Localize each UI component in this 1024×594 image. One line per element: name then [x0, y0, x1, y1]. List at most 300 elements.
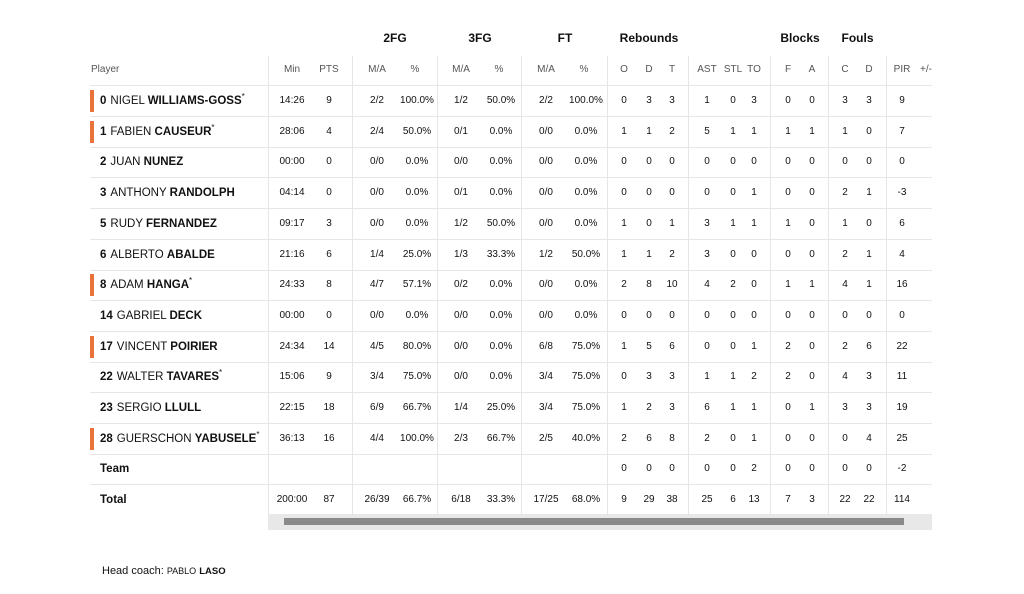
stat-cell-bf: 2 [785, 340, 791, 352]
stat-cell-fg2: 0/0 [370, 187, 384, 199]
stat-cell-pir: -3 [897, 187, 907, 199]
stat-cell-pir: 22 [896, 340, 908, 352]
stat-cell-to: 1 [751, 340, 757, 352]
stat-cell-ft: 2/2 [539, 95, 553, 106]
stat-cell-bf: 7 [785, 494, 791, 506]
stat-cell-ftp: 50.0% [571, 248, 601, 260]
starter-indicator [90, 274, 94, 296]
stat-cell-ba: 3 [809, 494, 815, 506]
stat-cell-fg3p: 50.0% [486, 217, 516, 229]
stat-cell-to: 0 [751, 309, 757, 321]
player-last-name: TAVARES [166, 371, 220, 384]
stat-cell-fg2p: 0.0% [405, 156, 429, 168]
stat-cell-fg3p: 50.0% [486, 95, 516, 106]
stat-cell-ast: 0 [704, 463, 710, 475]
table-row-total [90, 485, 932, 515]
table-row[interactable] [90, 209, 932, 240]
stat-cell-fg2p: 0.0% [405, 187, 429, 199]
head-coach-label: Head coach: [102, 565, 167, 577]
stat-cell-fg2p: 100.0% [400, 95, 434, 106]
stat-cell-d: 0 [646, 463, 652, 475]
stat-cell-to: 1 [751, 187, 757, 199]
stat-cell-ft: 0/0 [539, 217, 553, 229]
stat-cell-bf: 0 [785, 95, 791, 106]
stat-cell-fg2: 1/4 [370, 248, 384, 260]
stat-cell-fg2: 0/0 [370, 309, 384, 321]
stat-cell-fd: 1 [866, 187, 872, 199]
stat-cell-pts: 3 [326, 217, 332, 229]
stat-cell-pir: 0 [899, 309, 905, 321]
stat-cell-fc: 0 [842, 309, 848, 321]
stat-cell-min: 00:00 [279, 156, 305, 168]
stat-cell-fd: 22 [863, 494, 875, 506]
stat-cell-fc: 1 [842, 125, 848, 137]
stat-cell-fg3p [482, 454, 520, 484]
table-row[interactable] [90, 362, 932, 393]
stat-cell-pir: 19 [896, 402, 908, 413]
stat-cell-fg3p: 0.0% [489, 309, 513, 321]
stat-cell-fg3p: 66.7% [486, 432, 516, 444]
stat-cell-t: 3 [669, 402, 675, 413]
stat-cell-ft: 0/0 [539, 309, 553, 321]
stat-cell-min: 09:17 [279, 217, 305, 229]
stat-cell-fd: 0 [866, 309, 872, 321]
stat-cell-fg2: 4/7 [370, 279, 384, 291]
stat-cell-fg3: 1/3 [454, 248, 468, 260]
stat-cell-pts: 0 [326, 309, 332, 321]
stat-cell-fg3p: 33.3% [486, 494, 516, 506]
stat-cell-ftp: 100.0% [569, 95, 603, 106]
stat-cell-stl: 0 [730, 309, 736, 321]
player-name[interactable] [100, 240, 215, 270]
stat-cell-pir: 7 [899, 125, 905, 137]
table-row[interactable] [90, 86, 932, 117]
column-header-fouls-drawn: D [865, 64, 873, 75]
player-name[interactable] [100, 332, 218, 362]
player-number: 6 [100, 248, 107, 261]
group-header-blocks: Blocks [780, 31, 820, 45]
player-number: 8 [100, 279, 107, 292]
stat-cell-ftp [567, 454, 605, 484]
stat-cell-pir: 11 [896, 371, 908, 383]
stat-cell-ast: 3 [704, 217, 710, 229]
stat-cell-t: 0 [669, 463, 675, 475]
player-last-name: HANGA [146, 279, 190, 292]
column-header-tot-reb: T [668, 64, 676, 75]
stat-cell-min: 22:15 [279, 402, 305, 413]
stat-cell-t: 2 [669, 125, 675, 137]
stat-cell-fd: 3 [866, 402, 872, 413]
stat-cell-ft: 0/0 [539, 125, 553, 137]
stat-cell-min: 28:06 [279, 125, 305, 137]
stat-cell-stl: 0 [730, 463, 736, 475]
stat-cell-pir: 6 [899, 217, 905, 229]
stat-cell-fc: 3 [842, 95, 848, 106]
stat-cell-stl: 0 [730, 187, 736, 199]
stat-cell-pir: -2 [897, 463, 907, 475]
table-row[interactable] [90, 301, 932, 332]
stat-cell-fc: 2 [842, 340, 848, 352]
column-header-ft-pct: % [579, 64, 589, 75]
stat-cell-fg2: 2/2 [370, 95, 384, 106]
stat-cell-fg2p: 75.0% [402, 371, 432, 383]
stat-cell-ast: 2 [704, 432, 710, 444]
player-first-name: ANTHONY [110, 187, 167, 200]
player-first-name: SERGIO [116, 402, 162, 414]
column-header-off-reb: O [620, 64, 628, 75]
column-header-fouls-committed: C [841, 64, 849, 75]
stat-cell-ft: 3/4 [539, 402, 553, 413]
stat-cell-fd: 0 [866, 463, 872, 475]
stat-cell-fg3: 0/2 [454, 279, 468, 291]
starter-mark: * [189, 276, 193, 286]
stat-cell-d: 1 [646, 125, 652, 137]
stat-cell-fd: 6 [866, 340, 872, 352]
stat-cell-o: 2 [621, 279, 627, 291]
stat-cell-min: 200:00 [276, 494, 308, 506]
player-name[interactable] [100, 393, 201, 423]
column-header-ast: AST [697, 64, 717, 75]
stat-cell-to: 2 [751, 371, 757, 383]
player-number: 14 [100, 309, 113, 322]
stat-cell-fg3p: 25.0% [486, 402, 516, 413]
stat-cell-ftp: 0.0% [574, 187, 598, 199]
stat-cell-fg3: 6/18 [451, 494, 471, 506]
player-last-name: ABALDE [166, 248, 215, 261]
stat-cell-ba: 0 [809, 309, 815, 321]
stat-cell-o: 0 [621, 371, 627, 383]
group-header-rebounds: Rebounds [619, 31, 679, 45]
stat-cell-ba: 0 [809, 156, 815, 168]
column-header-ft-ma: M/A [537, 64, 555, 75]
column-header-player: Player [91, 64, 120, 75]
stat-cell-o: 9 [621, 494, 627, 506]
stat-cell-fg2p [398, 454, 436, 484]
stat-cell-pir: 4 [899, 248, 905, 260]
stat-cell-d: 2 [646, 402, 652, 413]
table-row[interactable] [90, 117, 932, 148]
player-last-name: RANDOLPH [169, 187, 235, 200]
stat-cell-ba: 1 [809, 279, 815, 291]
stat-cell-ba: 0 [809, 432, 815, 444]
player-first-name: NIGEL [110, 95, 145, 107]
stat-cell-t: 6 [669, 340, 675, 352]
player-first-name: JUAN [110, 156, 141, 169]
stat-cell-ft [529, 454, 563, 484]
player-last-name: DECK [169, 309, 203, 322]
stat-cell-fg3p: 0.0% [489, 340, 513, 352]
stat-cell-stl: 0 [730, 95, 736, 106]
stat-cell-ast: 4 [704, 279, 710, 291]
player-number: 28 [100, 432, 113, 445]
player-first-name: WALTER [116, 371, 164, 384]
stat-cell-stl: 0 [730, 432, 736, 444]
stat-cell-bf: 2 [785, 371, 791, 383]
stat-cell-stl: 0 [730, 156, 736, 168]
stat-cell-fg2: 3/4 [370, 371, 384, 383]
player-name[interactable] [100, 270, 192, 300]
stat-cell-to: 1 [751, 217, 757, 229]
stat-cell-bf: 0 [785, 463, 791, 475]
starter-mark: * [256, 429, 260, 439]
stat-cell-t: 38 [666, 494, 678, 506]
stat-cell-ast: 0 [704, 309, 710, 321]
stat-cell-fd: 0 [866, 125, 872, 137]
stat-cell-ast: 1 [704, 95, 710, 106]
stat-cell-fg2: 2/4 [370, 125, 384, 137]
stat-cell-fc: 4 [842, 371, 848, 383]
player-last-name: POIRIER [170, 340, 218, 353]
stat-cell-to: 1 [751, 402, 757, 413]
stat-cell-ftp: 0.0% [574, 217, 598, 229]
stat-cell-to: 1 [751, 432, 757, 444]
column-header-blocks-against: A [808, 64, 816, 75]
starter-mark: * [211, 122, 215, 132]
stat-cell-pts: 14 [323, 340, 335, 352]
table-row[interactable] [90, 178, 932, 209]
player-name[interactable] [100, 147, 183, 177]
stat-cell-to: 0 [751, 279, 757, 291]
column-header-pts: PTS [319, 64, 339, 75]
stat-cell-fg2p: 0.0% [405, 309, 429, 321]
starter-mark: * [241, 92, 245, 101]
stat-cell-ft: 0/0 [539, 187, 553, 199]
stat-cell-min: 36:13 [279, 432, 305, 444]
stat-cell-ast: 6 [704, 402, 710, 413]
stat-cell-min: 14:26 [279, 95, 305, 106]
stat-cell-fc: 2 [842, 248, 848, 260]
stat-cell-to: 0 [751, 248, 757, 260]
stat-cell-min: 21:16 [279, 248, 305, 260]
stat-cell-t: 8 [669, 432, 675, 444]
stat-cell-ft: 17/25 [533, 494, 559, 506]
stat-cell-ft: 6/8 [539, 340, 553, 352]
table-row[interactable] [90, 424, 932, 455]
stat-cell-pir: 16 [896, 279, 908, 291]
stat-cell-fg2p: 57.1% [402, 279, 432, 291]
player-name[interactable] [100, 117, 215, 147]
stat-cell-fg2p: 66.7% [402, 494, 432, 506]
player-last-name: YABUSELE [194, 432, 257, 445]
table-row[interactable] [90, 393, 932, 424]
stat-cell-fg2: 0/0 [370, 156, 384, 168]
stat-cell-fd: 1 [866, 248, 872, 260]
player-number: 3 [100, 187, 107, 200]
stat-cell-o: 0 [621, 156, 627, 168]
stat-cell-ftp: 75.0% [571, 402, 601, 413]
player-first-name: ALBERTO [110, 248, 164, 261]
stat-cell-o: 1 [621, 340, 627, 352]
stat-cell-fg2: 26/39 [364, 494, 390, 506]
total-label: Total [100, 494, 127, 507]
group-header-fouls: Fouls [841, 31, 874, 45]
stat-cell-fc: 2 [842, 187, 848, 199]
stat-cell-t: 0 [669, 309, 675, 321]
column-header-plus-minus: +/- [920, 64, 932, 75]
player-name[interactable] [100, 362, 222, 392]
stat-cell-fg3: 1/2 [454, 217, 468, 229]
table-row[interactable] [90, 332, 932, 363]
player-last-name: NUNEZ [143, 156, 184, 169]
player-name[interactable] [100, 424, 259, 454]
stat-cell-d: 6 [646, 432, 652, 444]
stat-cell-ft: 3/4 [539, 371, 553, 383]
stat-cell-d: 5 [646, 340, 652, 352]
player-number: 0 [100, 95, 107, 107]
stat-cell-t: 1 [669, 217, 675, 229]
stat-cell-fd: 3 [866, 371, 872, 383]
stat-cell-d: 8 [646, 279, 652, 291]
stat-cell-pts: 0 [326, 187, 332, 199]
stat-cell-fg3: 1/2 [454, 95, 468, 106]
stat-cell-o: 0 [621, 463, 627, 475]
player-name[interactable] [100, 86, 245, 116]
stat-cell-fc: 22 [839, 494, 851, 506]
stat-cell-fg3 [444, 454, 478, 484]
stat-cell-fg3p: 33.3% [486, 248, 516, 260]
stat-cell-ast: 0 [704, 340, 710, 352]
stat-cell-fg2 [360, 454, 394, 484]
stat-cell-fg3: 0/0 [454, 156, 468, 168]
stat-cell-stl: 0 [730, 248, 736, 260]
stat-cell-d: 3 [646, 95, 652, 106]
stat-cell-bf: 0 [785, 187, 791, 199]
table-row[interactable] [90, 147, 932, 178]
stat-cell-fg2p: 25.0% [402, 248, 432, 260]
starter-indicator [90, 336, 94, 358]
stat-cell-ftp: 0.0% [574, 156, 598, 168]
player-first-name: VINCENT [116, 340, 168, 353]
horizontal-scrollbar-thumb[interactable] [284, 518, 904, 525]
stat-cell-ast: 1 [704, 371, 710, 383]
stat-cell-ast: 0 [704, 156, 710, 168]
group-header-3fg: 3FG [468, 31, 492, 45]
player-name[interactable] [100, 301, 202, 331]
column-header-stl: STL [723, 64, 743, 75]
head-coach-last-name: LASO [199, 566, 226, 577]
stat-cell-t: 3 [669, 95, 675, 106]
player-name[interactable] [100, 209, 217, 239]
stat-cell-ast: 5 [704, 125, 710, 137]
stat-cell-o: 0 [621, 95, 627, 106]
stat-cell-fg3: 0/0 [454, 340, 468, 352]
group-header-2fg: 2FG [383, 31, 407, 45]
stat-cell-fd: 3 [866, 95, 872, 106]
stat-cell-fg3p: 0.0% [489, 125, 513, 137]
stat-cell-fc: 0 [842, 432, 848, 444]
stat-cell-stl: 2 [730, 279, 736, 291]
table-row[interactable] [90, 270, 932, 301]
head-coach-first-name: PABLO [166, 566, 197, 576]
stat-cell-min: 04:14 [279, 187, 305, 199]
stat-cell-stl: 1 [730, 217, 736, 229]
stat-cell-min: 24:34 [279, 340, 305, 352]
stat-cell-ftp: 40.0% [571, 432, 601, 444]
stat-cell-o: 0 [621, 187, 627, 199]
stat-cell-ba: 0 [809, 187, 815, 199]
stat-cell-fg2: 4/4 [370, 432, 384, 444]
stat-cell-d: 0 [646, 156, 652, 168]
stat-cell-ftp: 0.0% [574, 279, 598, 291]
stat-cell-t: 0 [669, 156, 675, 168]
stat-cell-fg3p: 0.0% [489, 371, 513, 383]
stat-cell-fg2p: 66.7% [402, 402, 432, 413]
stat-cell-to: 1 [751, 125, 757, 137]
stat-cell-d: 0 [646, 217, 652, 229]
stat-cell-ba: 1 [809, 402, 815, 413]
stat-cell-stl: 1 [730, 125, 736, 137]
stat-cell-stl: 1 [730, 371, 736, 383]
player-name[interactable] [100, 178, 235, 208]
head-coach [102, 565, 226, 577]
column-header-3fg-ma: M/A [452, 64, 470, 75]
stat-cell-o: 0 [621, 309, 627, 321]
starter-indicator [90, 90, 94, 112]
stat-cell-fg3p: 0.0% [489, 187, 513, 199]
column-header-2fg-pct: % [410, 64, 420, 75]
column-header-pir: PIR [893, 64, 911, 75]
stat-cell-ft: 2/5 [539, 432, 553, 444]
column-header-3fg-pct: % [494, 64, 504, 75]
stat-cell-bf: 0 [785, 248, 791, 260]
column-header-min: Min [283, 64, 301, 75]
stat-cell-fc: 4 [842, 279, 848, 291]
stat-cell-min: 24:33 [279, 279, 305, 291]
stat-cell-pts: 9 [326, 95, 332, 106]
stat-cell-d: 0 [646, 187, 652, 199]
stat-cell-bf: 0 [785, 309, 791, 321]
player-number: 23 [100, 402, 113, 414]
stat-cell-stl: 6 [730, 494, 736, 506]
stat-cell-d: 0 [646, 309, 652, 321]
stat-cell-ba: 0 [809, 371, 815, 383]
horizontal-scrollbar-track[interactable] [268, 514, 932, 530]
player-last-name: LLULL [164, 402, 202, 414]
stat-cell-pir: 9 [899, 95, 905, 106]
stat-cell-pts: 87 [323, 494, 335, 506]
stat-cell-bf: 0 [785, 402, 791, 413]
stat-cell-ba: 0 [809, 248, 815, 260]
stat-cell-fg3: 0/1 [454, 187, 468, 199]
stat-cell-ba: 1 [809, 125, 815, 137]
stat-cell-fg3: 0/0 [454, 309, 468, 321]
stat-cell-fg2p: 80.0% [402, 340, 432, 352]
stat-cell-fg2p: 50.0% [402, 125, 432, 137]
stat-cell-fg3p: 0.0% [489, 156, 513, 168]
stat-cell-pir: 0 [899, 156, 905, 168]
player-first-name: GUERSCHON [116, 432, 192, 445]
stat-cell-to: 3 [751, 95, 757, 106]
starter-indicator [90, 428, 94, 450]
table-row[interactable] [90, 240, 932, 271]
stat-cell-pts: 16 [323, 432, 335, 444]
stat-cell-min [274, 454, 310, 484]
stat-cell-fc: 1 [842, 217, 848, 229]
player-number: 2 [100, 156, 107, 169]
stat-cell-o: 1 [621, 217, 627, 229]
stat-cell-t: 10 [666, 279, 678, 291]
stat-cell-pts [314, 454, 344, 484]
stat-cell-fg2p: 0.0% [405, 217, 429, 229]
stat-cell-fg3p: 0.0% [489, 279, 513, 291]
stat-cell-ba: 0 [809, 463, 815, 475]
player-last-name: WILLIAMS-GOSS [147, 95, 242, 107]
stat-cell-pts: 4 [326, 125, 332, 137]
stat-cell-to: 13 [748, 494, 760, 506]
stat-cell-d: 1 [646, 248, 652, 260]
stat-cell-to: 2 [751, 463, 757, 475]
stat-cell-pts: 0 [326, 156, 332, 168]
